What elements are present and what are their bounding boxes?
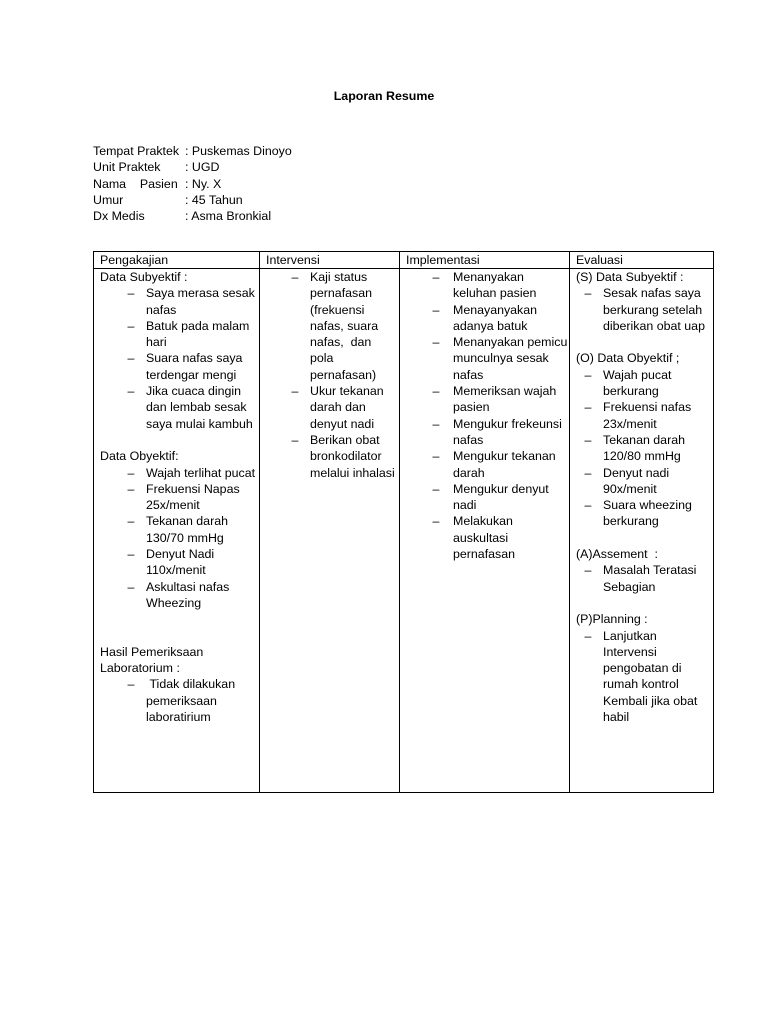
info-label: Dx Medis (93, 209, 145, 224)
dash-bullet-icon: – (584, 465, 592, 480)
list-item: – Wajah pucat berkurang (576, 367, 713, 400)
intervensi-list (266, 269, 395, 481)
dash-bullet-icon: – (432, 449, 440, 464)
info-row-tempat-praktek (93, 143, 292, 159)
dash-bullet-icon: – (291, 432, 299, 447)
eval-p-list (576, 628, 713, 726)
header-intervensi: Intervensi (260, 252, 400, 269)
list-item: – Mengukur denyut nadi (406, 481, 569, 514)
dash-bullet-icon: – (584, 498, 592, 513)
list-item: – Denyut nadi 90x/menit (576, 465, 713, 498)
list-item: – Berikan obat bronkodilator melalui inhalasi (266, 432, 395, 481)
eval-s-list (576, 285, 713, 334)
info-value: : Asma Bronkial (185, 209, 272, 224)
info-label: Nama Pasien (93, 176, 178, 191)
dash-bullet-icon: – (127, 384, 135, 399)
cell-implementasi (400, 269, 570, 793)
eval-a-title: (A)Assement : (576, 547, 658, 562)
cell-pengkajian (94, 269, 260, 793)
dash-bullet-icon: – (432, 416, 440, 431)
dash-bullet-icon: – (432, 384, 440, 399)
table-body-row (94, 269, 714, 793)
list-item: Kembali jika obat habil (603, 693, 698, 725)
list-item: – Mengukur frekeunsi nafas (406, 416, 569, 449)
dash-bullet-icon: – (584, 286, 592, 301)
header-pengkajian: Pengakajian (94, 252, 260, 269)
lab-list (100, 676, 259, 725)
list-item: – Saya merasa sesak nafas (100, 285, 259, 318)
dash-bullet-icon: – (584, 563, 592, 578)
list-item: – Menanyakan keluhan pasien (406, 269, 569, 302)
list-item: – Suara nafas saya terdengar mengi (100, 350, 259, 383)
list-item: – Suara wheezing berkurang (576, 497, 713, 530)
dash-bullet-icon: – (432, 514, 440, 529)
objektif-title: Data Obyektif: (100, 449, 179, 464)
dash-bullet-icon: – (127, 481, 135, 496)
dash-bullet-icon: – (127, 514, 135, 529)
list-item: – Denyut Nadi 110x/menit (100, 546, 259, 579)
eval-s-title: (S) Data Subyektif : (576, 270, 684, 284)
implementasi-list (406, 269, 569, 562)
dash-bullet-icon: – (127, 547, 135, 562)
list-item: – Batuk pada malam hari (100, 318, 259, 351)
info-label: Tempat Praktek (93, 144, 180, 158)
cell-evaluasi (570, 269, 714, 793)
list-item: – Tidak dilakukan pemeriksaan laboratirium (100, 676, 259, 725)
info-value: : Puskemas Dinoyo (185, 144, 292, 158)
info-row-umur (93, 192, 292, 208)
list-item: – Menayanyakan adanya batuk (406, 302, 569, 335)
list-item: – Lanjutkan Intervensi pengobatan di rumah kontrol (576, 628, 713, 693)
dash-bullet-icon: – (127, 465, 135, 480)
document-title: Laporan Resume (333, 89, 435, 103)
list-item: – Wajah terlihat pucat (100, 465, 259, 481)
patient-info (93, 143, 292, 224)
list-item: – Ukur tekanan darah dan denyut nadi (266, 383, 395, 432)
list-item: – Sesak nafas saya berkurang setelah diberikan obat uap (576, 285, 713, 334)
eval-o-list (576, 367, 713, 530)
eval-a-list (576, 562, 713, 595)
table-header-row (94, 252, 714, 269)
list-item: – Frekuensi Napas 25x/menit (100, 481, 259, 514)
dash-bullet-icon: – (291, 270, 299, 284)
dash-bullet-icon: – (584, 400, 592, 415)
objektif-list (100, 465, 259, 612)
list-item: – Mengukur tekanan darah (406, 448, 569, 481)
header-implementasi: Implementasi (400, 252, 570, 269)
info-row-dx-medis (93, 208, 292, 224)
dash-bullet-icon: – (432, 335, 440, 350)
dash-bullet-icon: – (432, 270, 440, 284)
dash-bullet-icon: – (127, 351, 135, 366)
dash-bullet-icon: – (432, 302, 440, 317)
lab-title: Hasil Pemeriksaan Laboratorium : (100, 644, 204, 676)
resume-table (93, 251, 714, 793)
cell-intervensi (260, 269, 400, 793)
info-value: : UGD (185, 160, 220, 175)
list-item: – Askultasi nafas Wheezing (100, 579, 259, 612)
eval-p-title: (P)Planning : (576, 612, 648, 627)
info-value: : 45 Tahun (185, 192, 243, 207)
list-item: – Menanyakan pemicu munculnya sesak nafas (406, 334, 569, 383)
list-item: – Frekuensi nafas 23x/menit (576, 399, 713, 432)
list-item: – Tekanan darah 120/80 mmHg (576, 432, 713, 465)
dash-bullet-icon: – (127, 579, 135, 594)
list-item: – Tekanan darah 130/70 mmHg (100, 513, 259, 546)
info-label: Unit Praktek (93, 160, 161, 175)
list-item: – Kaji status pernafasan (frekuensi nafas, suara nafas, dan pola pernafasan) (266, 269, 395, 383)
subjektif-list (100, 285, 259, 432)
list-item: – Masalah Teratasi Sebagian (576, 562, 713, 595)
list-item: – Memeriksan wajah pasien (406, 383, 569, 416)
eval-o-title: (O) Data Obyektif ; (576, 351, 680, 366)
info-row-nama-pasien (93, 176, 292, 192)
dash-bullet-icon: – (127, 318, 135, 333)
dash-bullet-icon: – (127, 286, 135, 301)
subjektif-title: Data Subyektif : (100, 270, 188, 284)
info-label: Umur (93, 192, 124, 207)
dash-bullet-icon: – (584, 628, 592, 643)
info-row-unit-praktek (93, 159, 292, 175)
header-evaluasi: Evaluasi (570, 252, 714, 269)
list-item: – Jika cuaca dingin dan lembab sesak saya mulai kambuh (100, 383, 259, 432)
list-item: – Melakukan auskultasi pernafasan (406, 513, 569, 562)
info-value: : Ny. X (185, 176, 222, 191)
dash-bullet-icon: – (432, 481, 440, 496)
dash-bullet-icon: – (127, 677, 135, 692)
dash-bullet-icon: – (584, 432, 592, 447)
dash-bullet-icon: – (584, 367, 592, 382)
dash-bullet-icon: – (291, 384, 299, 399)
